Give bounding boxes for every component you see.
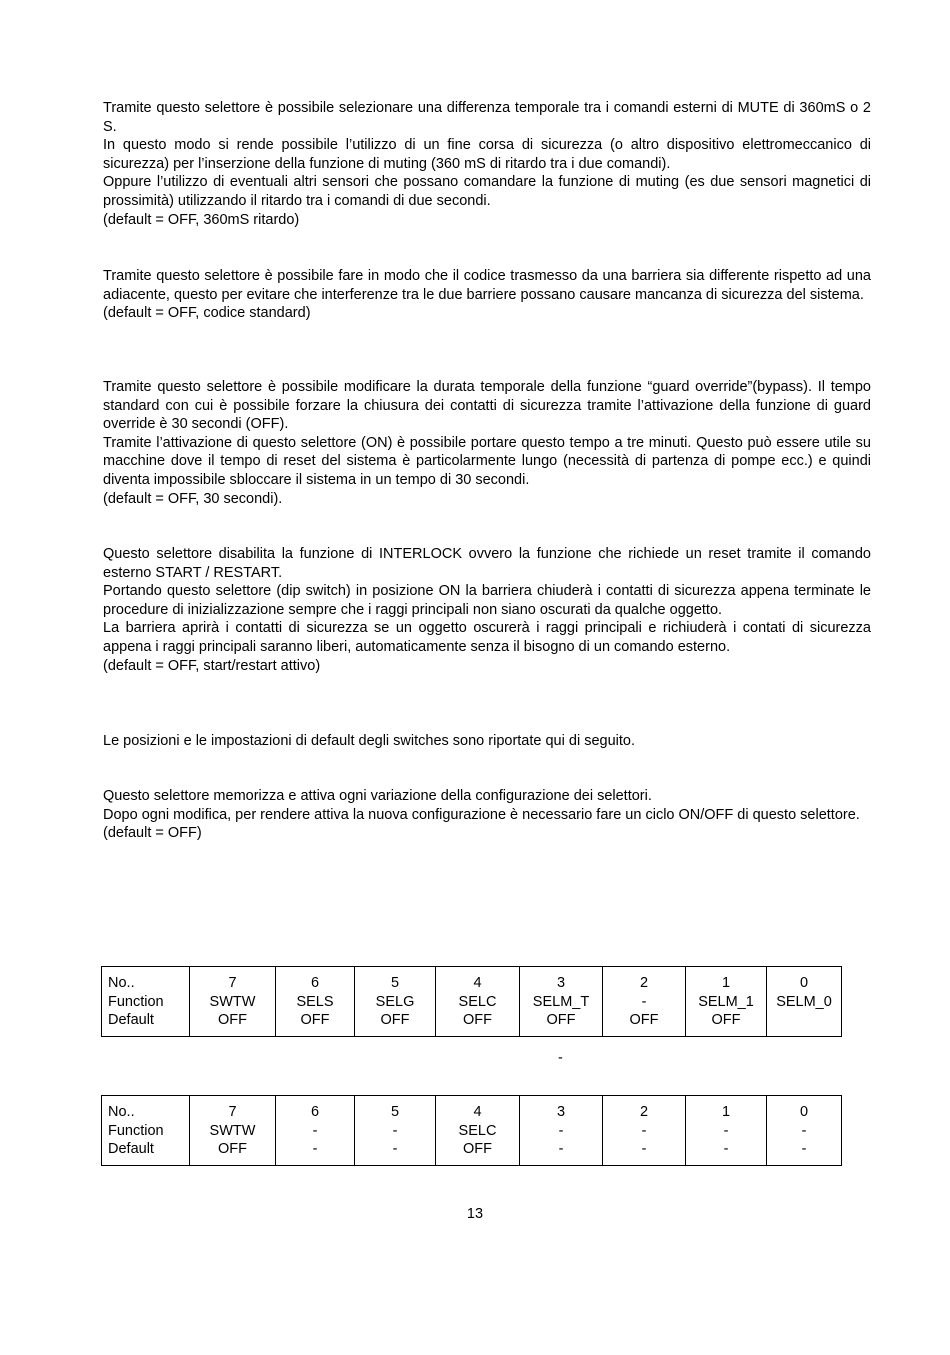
text-line: (default = OFF, start/restart attivo) — [103, 657, 321, 674]
switch-default: - — [312, 1141, 318, 1158]
label-default: Default — [108, 1141, 154, 1158]
switch-default: - — [558, 1141, 564, 1158]
switch-cell-6 — [276, 1096, 355, 1166]
switch-no: 4 — [473, 975, 482, 991]
text-line: Questo selettore memorizza e attiva ogni variazione della configurazione dei selettori. — [103, 788, 652, 804]
text-line: (default = OFF, 360mS ritardo) — [103, 211, 300, 228]
switch-cell-7 — [190, 1096, 276, 1166]
switch-function: SELM_0 — [776, 993, 832, 1010]
label-function: Function — [108, 1122, 164, 1139]
label-no: No.. — [108, 1104, 135, 1120]
table-row — [102, 1096, 842, 1166]
text-line: Oppure l’utilizzo di eventuali altri sensori che possano comandare la funzione di muting (es due sensori magnetici di prossimità) utilizzando il ritardo tra i comandi di due secondi. — [103, 174, 871, 209]
switch-no: 2 — [639, 1104, 649, 1120]
switch-function: SELM_T — [532, 993, 590, 1010]
switch-no: 2 — [639, 975, 649, 991]
switch-cell-4 — [436, 967, 520, 1037]
switch-no: 3 — [556, 975, 566, 991]
switch-default: OFF — [711, 1012, 741, 1029]
switch-default: - — [392, 1141, 398, 1158]
separator-dash: - — [558, 1050, 563, 1066]
text-line: Questo selettore disabilita la funzione di INTERLOCK ovvero la funzione che richiede un reset tramite il comando esterno START / RESTART. — [103, 546, 871, 581]
text-line: Le posizioni e le impostazioni di default degli switches sono riportate qui di seguito. — [103, 733, 635, 749]
switch-function: - — [723, 1122, 729, 1139]
text-line: (default = OFF, codice standard) — [103, 305, 311, 322]
label-default: Default — [108, 1012, 154, 1029]
switch-function: - — [801, 1122, 807, 1139]
switch-function: SELC — [458, 993, 497, 1010]
switch-function: - — [641, 993, 647, 1010]
switch-no: 4 — [473, 1104, 482, 1120]
switch-function: SWTW — [209, 1122, 256, 1139]
switch-table-full — [101, 966, 842, 1037]
paragraph-mute-delay — [103, 99, 871, 229]
label-no: No.. — [108, 975, 135, 991]
switch-function: SELM_1 — [698, 993, 754, 1010]
paragraph-switch-positions — [103, 732, 871, 751]
text-line: In questo modo si rende possibile l’utilizzo di un fine corsa di sicurezza (o altro dispositivo elettromeccanico di sicurezza) per l’inserzione della funzione di muting (360 mS di ritardo tra i due comandi). — [103, 137, 871, 172]
switch-cell-2 — [603, 967, 686, 1037]
switch-cell-7 — [190, 967, 276, 1037]
switch-function: SELG — [375, 993, 415, 1010]
switch-default: OFF — [380, 1012, 410, 1029]
switch-no: 6 — [310, 975, 320, 991]
switch-no: 1 — [721, 1104, 731, 1120]
switch-cell-1 — [686, 1096, 767, 1166]
switch-default: OFF — [463, 1141, 492, 1158]
text-line: Tramite questo selettore è possibile selezionare una differenza temporale tra i comandi esterni di MUTE di 360mS o 2 S. — [103, 100, 871, 135]
paragraph-store-config — [103, 787, 871, 843]
text-line: (default = OFF) — [103, 825, 202, 842]
switch-cell-3 — [520, 1096, 603, 1166]
switch-function: SELS — [296, 993, 334, 1010]
switch-function: SWTW — [209, 993, 256, 1010]
text-line: (default = OFF, 30 secondi). — [103, 490, 283, 507]
text-line: Tramite l’attivazione di questo selettore (ON) è possibile portare questo tempo a tre minuti. Questo può essere utile su macchine dove il tempo di reset del sistema è particolarmente lungo (necessità di partenza di pompe ecc.) e quindi diventa impossibile sbloccare il sistema in un tempo di 30 secondi. — [103, 434, 871, 488]
switch-cell-3 — [520, 967, 603, 1037]
text-line: Tramite questo selettore è possibile fare in modo che il codice trasmesso da una barriera sia differente rispetto ad una adiacente, questo per evitare che interferenze tra le due barriere possano causare mancanza di sicurezza del sistema. — [103, 268, 871, 303]
switch-default: - — [723, 1141, 729, 1158]
switch-no: 5 — [390, 1104, 400, 1120]
switch-function: SELC — [458, 1122, 497, 1139]
text-line: La barriera aprirà i contatti di sicurezza se un oggetto oscurerà i raggi principali e richiuderà i contati di sicurezza appena i raggi principali saranno liberi, automaticamente senza il bisogno di un comando esterno. — [103, 620, 871, 655]
switch-default: OFF — [218, 1141, 247, 1158]
text-line: Portando questo selettore (dip switch) in posizione ON la barriera chiuderà i contatti di sicurezza appena terminate le procedure di inizializzazione sempre che i raggi principali non siano oscurati da qualche oggetto. — [103, 583, 871, 618]
text-line: Tramite questo selettore è possibile modificare la durata temporale della funzione “guard override”(bypass). Il tempo standard con cui è possibile forzare la chiusura dei contatti di sicurezza tramite l’attivazione della funzione di guard override è 30 secondi (OFF). — [103, 379, 871, 433]
page-number: 13 — [466, 1206, 484, 1222]
switch-cell-0 — [767, 967, 842, 1037]
switch-no: 1 — [721, 975, 731, 991]
switch-default: - — [801, 1141, 807, 1158]
switch-cell-5 — [355, 1096, 436, 1166]
text-line: Dopo ogni modifica, per rendere attiva la nuova configurazione è necessario fare un ciclo ON/OFF di questo selettore. — [103, 806, 860, 823]
switch-table-reduced — [101, 1095, 842, 1166]
switch-function: - — [312, 1122, 318, 1139]
switch-cell-1 — [686, 967, 767, 1037]
switch-default: - — [641, 1141, 647, 1158]
switch-cell-5 — [355, 967, 436, 1037]
switch-default: OFF — [218, 1012, 247, 1029]
switch-default: OFF — [546, 1012, 576, 1029]
switch-default: OFF — [300, 1012, 330, 1029]
switch-no: 0 — [799, 1104, 809, 1120]
paragraph-interlock — [103, 545, 871, 675]
label-function: Function — [108, 993, 164, 1010]
switch-default: OFF — [629, 1012, 659, 1029]
table-row — [102, 967, 842, 1037]
switch-cell-4 — [436, 1096, 520, 1166]
switch-no: 0 — [799, 975, 809, 991]
switch-cell-0 — [767, 1096, 842, 1166]
paragraph-code-select — [103, 267, 871, 323]
switch-function: - — [641, 1122, 647, 1139]
switch-cell-6 — [276, 967, 355, 1037]
switch-no: 5 — [390, 975, 400, 991]
switch-function: - — [392, 1122, 398, 1139]
switch-function: - — [558, 1122, 564, 1139]
paragraph-guard-override — [103, 378, 871, 508]
switch-no: 7 — [228, 975, 237, 991]
table-row-labels — [102, 1096, 190, 1166]
table-row-labels — [102, 967, 190, 1037]
switch-no: 3 — [556, 1104, 566, 1120]
switch-no: 6 — [310, 1104, 320, 1120]
switch-cell-2 — [603, 1096, 686, 1166]
switch-default: OFF — [463, 1012, 492, 1029]
switch-no: 7 — [228, 1104, 237, 1120]
